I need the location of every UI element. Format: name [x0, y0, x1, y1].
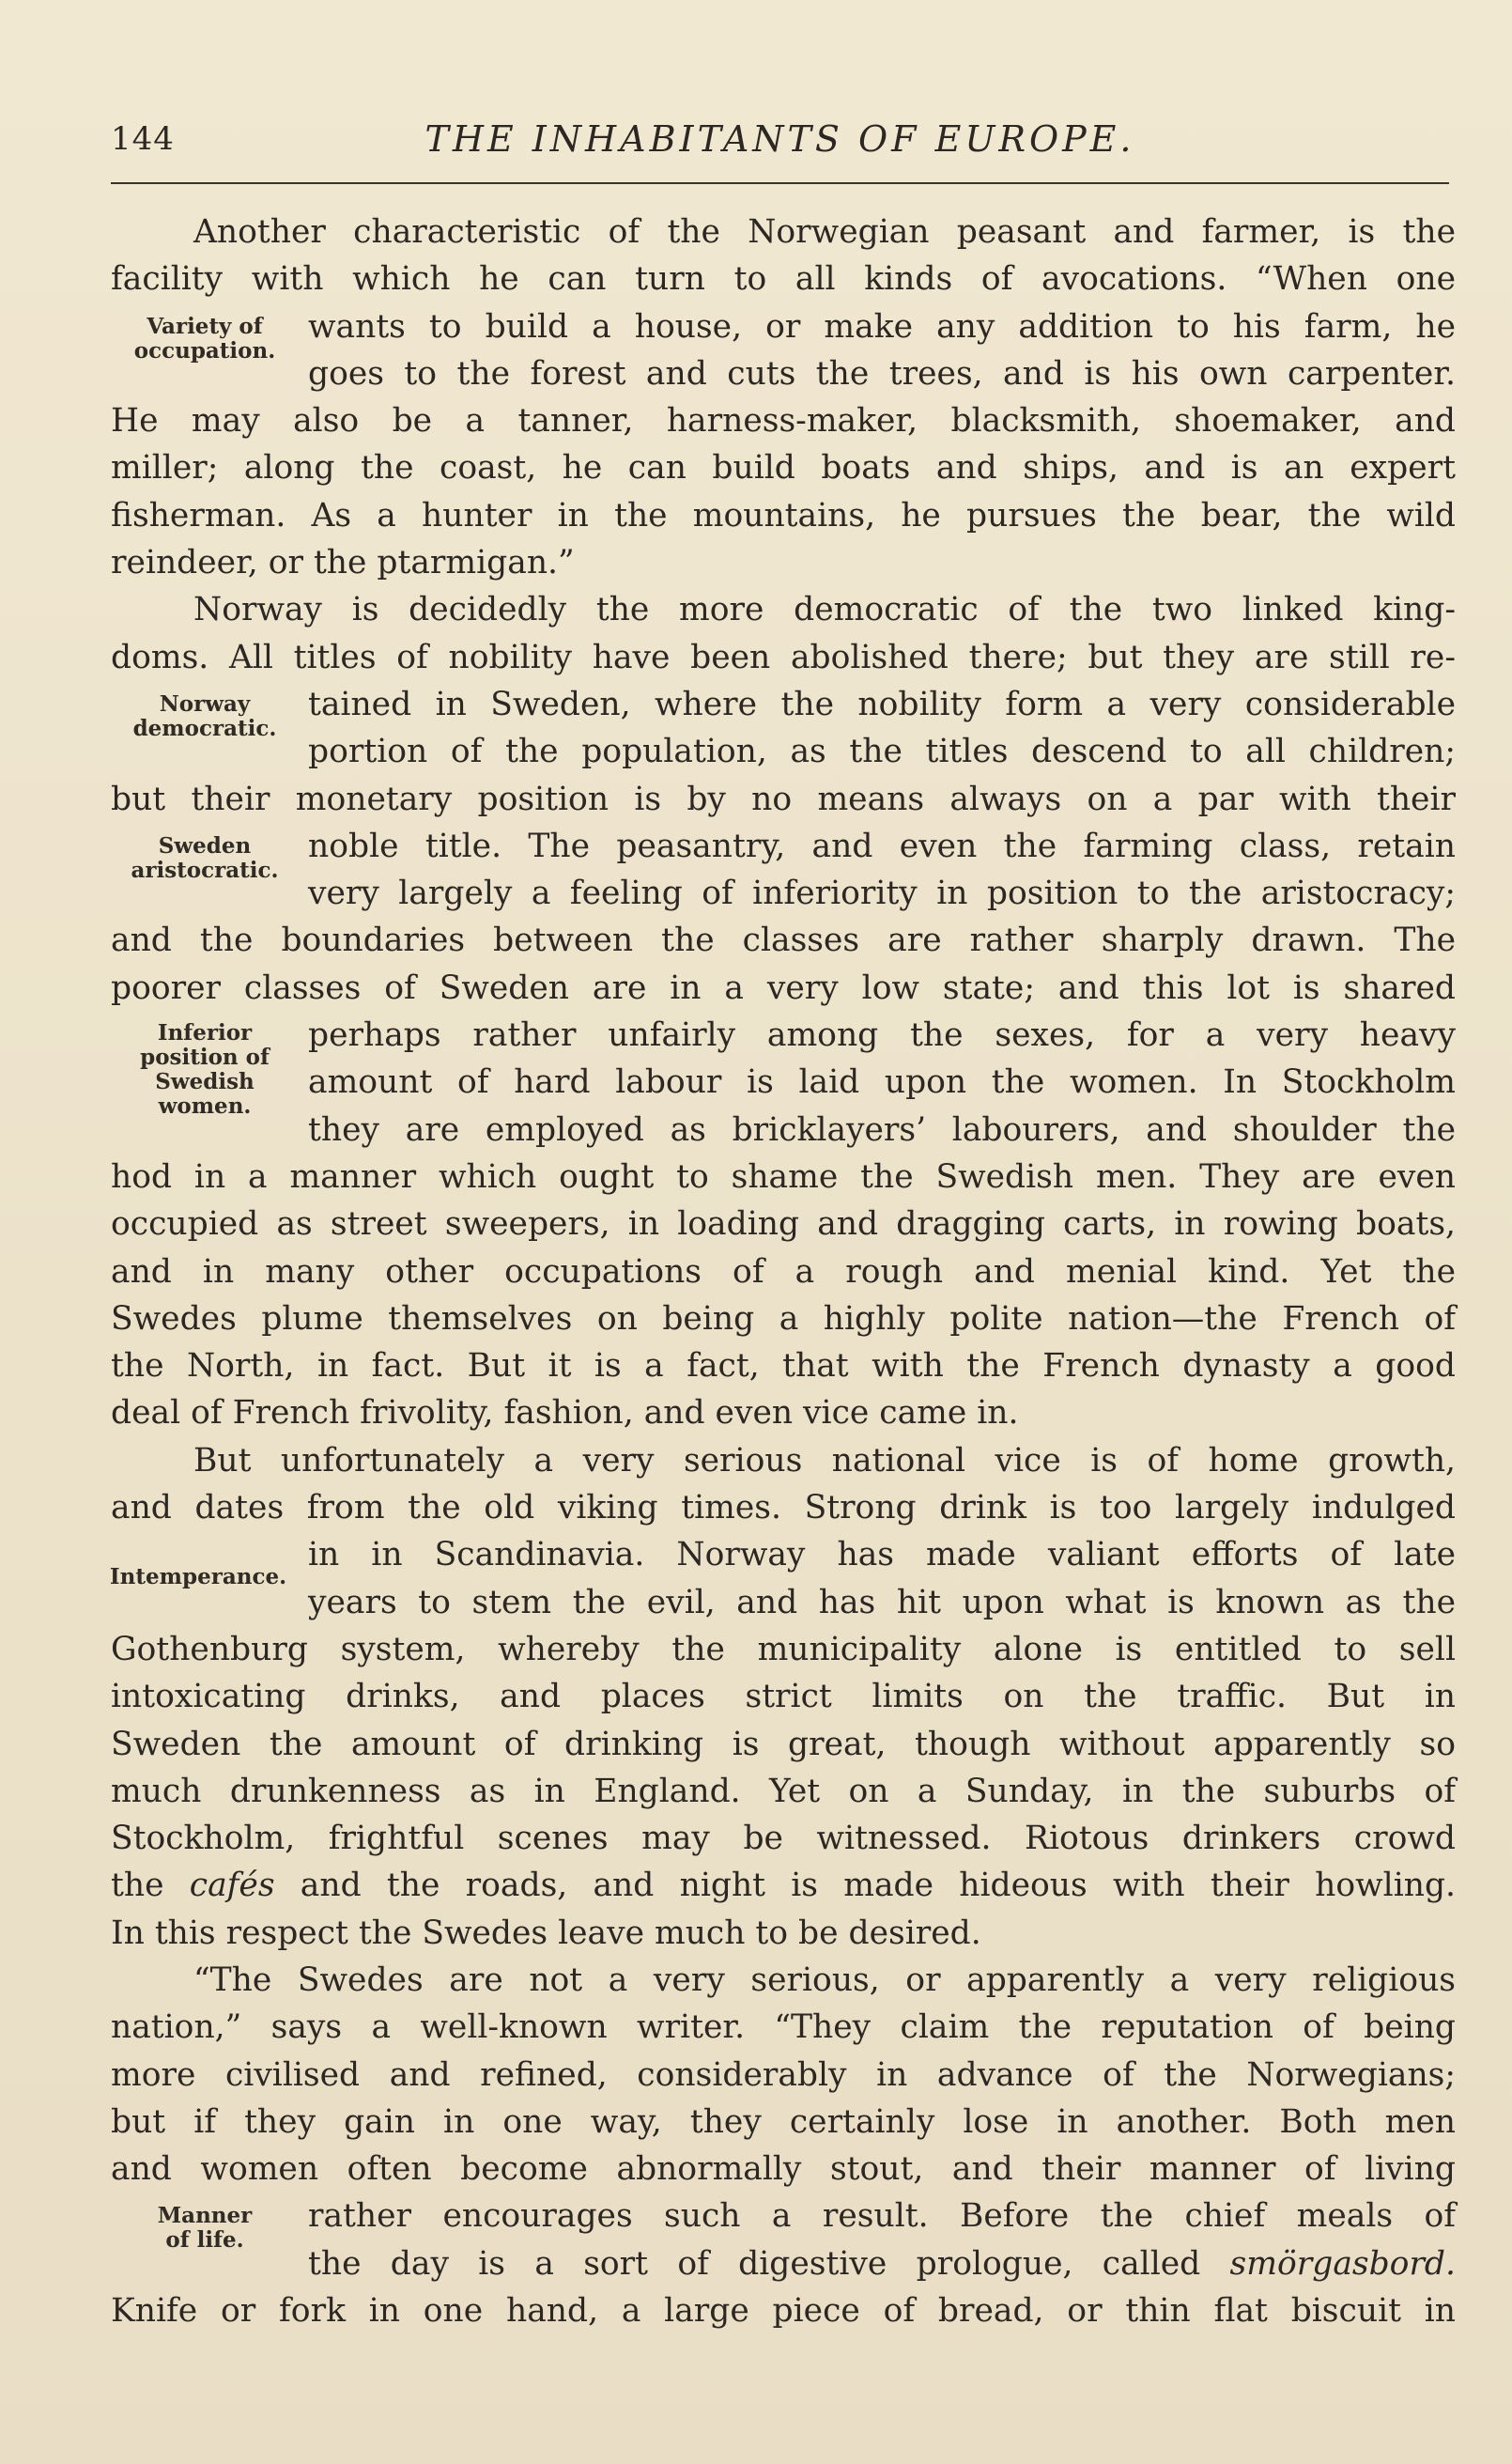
- text-line: and the boundaries between the classes are rather sharply drawn. The: [111, 922, 1456, 960]
- text-line: Norway is decidedly the more democratic of the two linked king-: [193, 591, 1456, 629]
- text-line: the day is a sort of digestive prologue, called smörgasbord.: [308, 2244, 1456, 2283]
- text-line: Knife or fork in one hand, a large piece of bread, or thin flat biscuit in: [111, 2292, 1456, 2331]
- text-line: much drunkenness as in England. Yet on a Sunday, in the suburbs of: [111, 1772, 1456, 1810]
- text-line: facility with which he can turn to all kinds of avocations. “When one: [111, 260, 1456, 299]
- text-line: amount of hard labour is laid upon the women. In Stockholm: [308, 1063, 1456, 1102]
- text-line: Intemperance. in in Scandinavia. Norway has made valiant efforts of late: [111, 1531, 1456, 1578]
- text-line: He may also be a tanner, harness-maker, blacksmith, shoemaker, and: [111, 402, 1456, 441]
- text-line: poorer classes of Sweden are in a very low state; and this lot is shared: [111, 969, 1456, 1007]
- text-line: goes to the forest and cuts the trees, and is his own carpenter.: [308, 354, 1456, 393]
- running-head: THE INHABITANTS OF EUROPE.: [424, 118, 1135, 160]
- text-line: deal of French frivolity, fashion, and even vice came in.: [111, 1394, 1019, 1433]
- text-line: Variety of occupation. wants to build a house, or make any addition to his farm, he: [111, 303, 1456, 350]
- header-rule: [111, 182, 1449, 184]
- side-note: Intemperance.: [109, 1564, 287, 1590]
- side-note: Sweden aristocratic.: [131, 832, 279, 883]
- text-line: nation,” says a well-known writer. “They claim the reputation of being: [111, 2008, 1456, 2047]
- text-line: Gothenburg system, whereby the municipality alone is entitled to sell: [111, 1630, 1456, 1668]
- text-line: the North, in fact. But it is a fact, that with the French dynasty a good: [111, 1347, 1456, 1386]
- text-line: and dates from the old viking times. Strong drink is too largely indulged: [111, 1489, 1456, 1527]
- side-note: Norway democratic.: [132, 690, 277, 741]
- text-line: But unfortunately a very serious national vice is of home growth,: [193, 1441, 1456, 1480]
- text-line: intoxicating drinks, and places strict limits on the traffic. But in: [111, 1678, 1456, 1716]
- text-line: miller; along the coast, he can build boats and ships, and is an expert: [111, 449, 1456, 488]
- text-line: but if they gain in one way, they certainly lose in another. Both men: [111, 2102, 1456, 2141]
- text-line: Manner of life. rather encourages such a result. Before the chief meals of: [111, 2193, 1456, 2239]
- text-line: Stockholm, frightful scenes may be witnessed. Riotous drinkers crowd: [111, 1820, 1456, 1858]
- page-header: [111, 113, 1449, 169]
- side-note: Manner of life.: [157, 2203, 253, 2254]
- text-line: and women often become abnormally stout, and their manner of living: [111, 2150, 1456, 2189]
- body-text: [111, 209, 1456, 2334]
- text-line: Swedes plume themselves on being a highly polite nation—the French of: [111, 1299, 1456, 1338]
- page-number: 144: [111, 120, 175, 158]
- text-line: fisherman. As a hunter in the mountains, he pursues the bear, the wild: [111, 496, 1456, 535]
- text-line: “The Swedes are not a very serious, or apparently a very religious: [193, 1960, 1456, 1999]
- text-line: the cafés and the roads, and night is made hideous with their howling.: [111, 1867, 1456, 1905]
- text-line: Sweden aristocratic. noble title. The peasantry, and even the farming class, retain: [111, 823, 1456, 870]
- text-line: Norway democratic. tained in Sweden, where the nobility form a very considerable: [111, 681, 1456, 728]
- text-line: and in many other occupations of a rough and menial kind. Yet the: [111, 1252, 1456, 1291]
- text-line: portion of the population, as the titles descend to all children;: [308, 733, 1456, 771]
- text-line: Inferior position of Swedish women. perhaps rather unfairly among the sexes, for a very heavy: [111, 1012, 1456, 1059]
- text-line: they are employed as bricklayers’ labourers, and shoulder the: [308, 1110, 1456, 1149]
- text-line: doms. All titles of nobility have been abolished there; but they are still re-: [111, 638, 1456, 676]
- text-line: years to stem the evil, and has hit upon what is known as the: [308, 1583, 1456, 1621]
- text-line: Another characteristic of the Norwegian peasant and farmer, is the: [193, 213, 1456, 251]
- side-note: Variety of occupation.: [133, 313, 276, 364]
- text-line: very largely a feeling of inferiority in position to the aristocracy;: [308, 875, 1456, 913]
- text-line: but their monetary position is by no means always on a par with their: [111, 780, 1456, 818]
- text-line: Sweden the amount of drinking is great, though without apparently so: [111, 1725, 1456, 1763]
- text-line: reindeer, or the ptarmigan.”: [111, 544, 575, 582]
- side-note: Inferior position of Swedish women.: [140, 1020, 270, 1120]
- text-line: hod in a manner which ought to shame the Swedish men. They are even: [111, 1157, 1456, 1196]
- text-line: occupied as street sweepers, in loading and dragging carts, in rowing boats,: [111, 1205, 1456, 1244]
- text-line: In this respect the Swedes leave much to be desired.: [111, 1914, 981, 1952]
- text-line: more civilised and refined, considerably in advance of the Norwegians;: [111, 2055, 1456, 2094]
